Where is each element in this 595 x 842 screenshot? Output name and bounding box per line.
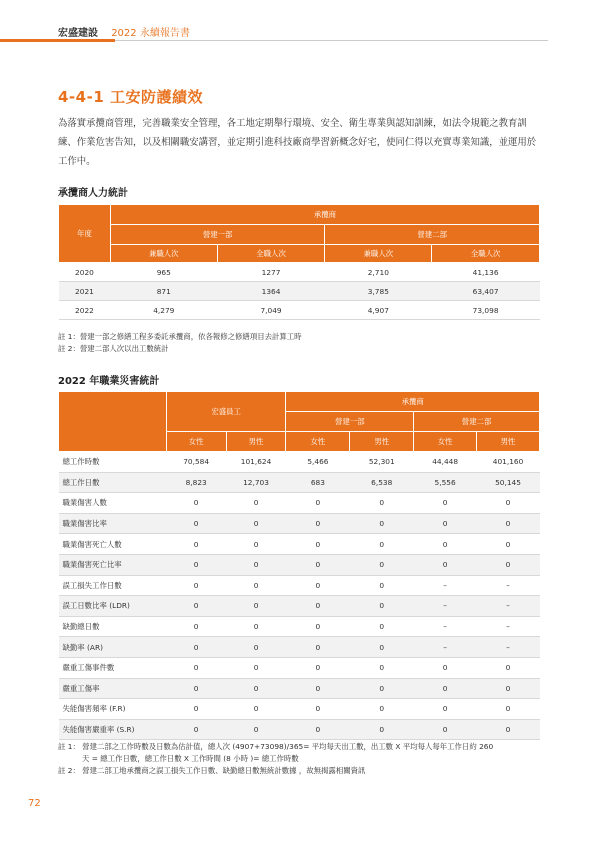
value-cell: 0 xyxy=(166,575,226,596)
value-cell: 0 xyxy=(226,616,286,637)
value-cell: 7,049 xyxy=(217,301,325,320)
header-report-title: 2022 永續報告書 xyxy=(111,28,190,39)
value-cell: 0 xyxy=(286,719,350,740)
value-cell: 1277 xyxy=(217,263,325,282)
col-header: 全職人次 xyxy=(432,245,540,263)
table-row xyxy=(59,596,540,617)
value-cell: 0 xyxy=(286,699,350,720)
label-header-blank xyxy=(59,392,167,452)
value-cell: 0 xyxy=(414,719,477,740)
value-cell: 0 xyxy=(414,513,477,534)
value-cell: 0 xyxy=(350,699,414,720)
dept1-header: 營建一部 xyxy=(286,412,414,432)
employee-header: 宏盛員工 xyxy=(166,392,286,432)
value-cell: 41,136 xyxy=(432,263,540,282)
value-cell: 0 xyxy=(286,596,350,617)
table-row xyxy=(59,452,540,473)
table-row xyxy=(59,719,540,740)
contractor-manpower-table xyxy=(58,204,540,320)
value-cell: 2,710 xyxy=(325,263,432,282)
row-label: 缺勤率 (AR) xyxy=(59,637,167,658)
gender-header: 女性 xyxy=(166,432,226,452)
value-cell: 401,160 xyxy=(477,452,540,473)
page-header xyxy=(58,24,190,39)
header-divider xyxy=(0,40,548,41)
value-cell: 0 xyxy=(226,637,286,658)
value-cell: 0 xyxy=(286,637,350,658)
value-cell: 12,703 xyxy=(226,472,286,493)
value-cell: 4,279 xyxy=(110,301,217,320)
value-cell: 0 xyxy=(166,596,226,617)
value-cell: 0 xyxy=(350,493,414,514)
value-cell: 0 xyxy=(226,493,286,514)
gender-header: 男性 xyxy=(477,432,540,452)
table-row xyxy=(59,513,540,534)
value-cell: 0 xyxy=(226,513,286,534)
value-cell: 0 xyxy=(166,534,226,555)
table2-title: 2022 年職業災害統計 xyxy=(58,376,160,387)
table1-notes xyxy=(58,331,302,355)
value-cell: 0 xyxy=(226,534,286,555)
value-cell: 0 xyxy=(226,657,286,678)
value-cell: 0 xyxy=(477,534,540,555)
year-header: 年度 xyxy=(59,205,111,263)
value-cell: 4,907 xyxy=(325,301,432,320)
value-cell: 8,823 xyxy=(166,472,226,493)
value-cell: 0 xyxy=(226,719,286,740)
value-cell: 0 xyxy=(286,534,350,555)
value-cell: – xyxy=(414,616,477,637)
value-cell: 0 xyxy=(414,554,477,575)
value-cell: 0 xyxy=(414,699,477,720)
row-label: 誤工日數比率 (LDR) xyxy=(59,596,167,617)
value-cell: 1364 xyxy=(217,282,325,301)
table-row xyxy=(59,699,540,720)
value-cell: 0 xyxy=(477,513,540,534)
row-label: 職業傷害人數 xyxy=(59,493,167,514)
value-cell: – xyxy=(477,575,540,596)
row-label: 誤工損失工作日數 xyxy=(59,575,167,596)
gender-header: 男性 xyxy=(350,432,414,452)
value-cell: 0 xyxy=(166,699,226,720)
contractor-header: 承攬商 xyxy=(286,392,540,412)
value-cell: 0 xyxy=(350,596,414,617)
occupational-injury-table xyxy=(58,391,540,740)
header-brand: 宏盛建設 xyxy=(58,28,98,39)
value-cell: 0 xyxy=(286,616,350,637)
value-cell: 0 xyxy=(477,554,540,575)
value-cell: 0 xyxy=(286,513,350,534)
value-cell: 0 xyxy=(166,719,226,740)
value-cell: 0 xyxy=(226,554,286,575)
value-cell: 0 xyxy=(350,616,414,637)
col-header: 兼職人次 xyxy=(325,245,432,263)
dept1-header: 營建一部 xyxy=(110,225,325,245)
row-label: 缺勤總日數 xyxy=(59,616,167,637)
table-row xyxy=(59,575,540,596)
note-line: 註 2： 營建二部工地承攬商之誤工損失工作日數、缺勤總日數無統計數據 ，故無揭露相關資訊 xyxy=(58,766,366,775)
row-label: 失能傷害頻率 (F.R) xyxy=(59,699,167,720)
value-cell: 0 xyxy=(477,657,540,678)
dept2-header: 營建二部 xyxy=(325,225,540,245)
table-row xyxy=(59,301,540,320)
row-label: 失能傷害嚴重率 (S.R) xyxy=(59,719,167,740)
value-cell: 3,785 xyxy=(325,282,432,301)
value-cell: – xyxy=(414,637,477,658)
value-cell: 0 xyxy=(414,657,477,678)
value-cell: 0 xyxy=(477,493,540,514)
value-cell: 5,556 xyxy=(414,472,477,493)
value-cell: – xyxy=(477,616,540,637)
dept2-header: 營建二部 xyxy=(414,412,540,432)
section-title: 4-4-1 工安防護績效 xyxy=(58,88,203,106)
gender-header: 女性 xyxy=(414,432,477,452)
value-cell: 0 xyxy=(350,678,414,699)
value-cell: 0 xyxy=(477,699,540,720)
table-row xyxy=(59,534,540,555)
row-label: 總工作日數 xyxy=(59,472,167,493)
row-label: 職業傷害死亡人數 xyxy=(59,534,167,555)
value-cell: 50,145 xyxy=(477,472,540,493)
table-row xyxy=(59,657,540,678)
page-number: 72 xyxy=(28,798,41,809)
value-cell: 0 xyxy=(286,554,350,575)
note-line: 天 = 總工作日數，總工作日數 X 工作時間 (8 小時 )= 總工作時數 xyxy=(82,754,299,763)
value-cell: 63,407 xyxy=(432,282,540,301)
row-label: 職業傷害死亡比率 xyxy=(59,554,167,575)
value-cell: – xyxy=(477,637,540,658)
value-cell: 0 xyxy=(226,575,286,596)
table1-title: 承攬商人力統計 xyxy=(58,188,128,199)
value-cell: 0 xyxy=(350,513,414,534)
value-cell: 0 xyxy=(286,657,350,678)
value-cell: 0 xyxy=(414,534,477,555)
value-cell: 0 xyxy=(350,534,414,555)
value-cell: 70,584 xyxy=(166,452,226,473)
value-cell: 6,538 xyxy=(350,472,414,493)
value-cell: 0 xyxy=(166,493,226,514)
year-cell: 2021 xyxy=(59,282,111,301)
value-cell: 0 xyxy=(166,513,226,534)
value-cell: 0 xyxy=(286,575,350,596)
value-cell: 0 xyxy=(226,678,286,699)
value-cell: 5,466 xyxy=(286,452,350,473)
col-header: 全職人次 xyxy=(217,245,325,263)
table-row xyxy=(59,263,540,282)
col-header: 兼職人次 xyxy=(110,245,217,263)
value-cell: 0 xyxy=(286,493,350,514)
note-line: 註 1： 營建二部之工作時數及日數為估計值，總人次 (4907+73098)/365= 平均每天出工數，出工數 X 平均每人每年工作日約 260 xyxy=(58,742,494,751)
value-cell: 73,098 xyxy=(432,301,540,320)
value-cell: 0 xyxy=(286,678,350,699)
value-cell: 683 xyxy=(286,472,350,493)
table-row xyxy=(59,472,540,493)
row-label: 嚴重工傷事件數 xyxy=(59,657,167,678)
value-cell: 0 xyxy=(226,596,286,617)
intro-paragraph: 為落實承攬商管理，完善職業安全管理，各工地定期舉行環境、安全、衛生專業與認知訓練，如法令規範之教育訓練、作業危害告知，以及相關職安講習，並定期引進科技廠商學習新概念好宅，使同仁得以充實專業知識，並運用於工作中。 xyxy=(58,118,537,167)
value-cell: – xyxy=(477,596,540,617)
value-cell: 0 xyxy=(166,554,226,575)
value-cell: 0 xyxy=(166,616,226,637)
value-cell: 0 xyxy=(350,575,414,596)
contractor-group-header: 承攬商 xyxy=(110,205,539,225)
value-cell: 965 xyxy=(110,263,217,282)
year-cell: 2020 xyxy=(59,263,111,282)
value-cell: 44,448 xyxy=(414,452,477,473)
row-label: 總工作時數 xyxy=(59,452,167,473)
value-cell: 0 xyxy=(414,678,477,699)
table-row xyxy=(59,678,540,699)
value-cell: – xyxy=(414,596,477,617)
value-cell: 871 xyxy=(110,282,217,301)
value-cell: – xyxy=(414,575,477,596)
value-cell: 0 xyxy=(414,493,477,514)
table-row xyxy=(59,637,540,658)
row-label: 職業傷害比率 xyxy=(59,513,167,534)
value-cell: 0 xyxy=(350,637,414,658)
value-cell: 0 xyxy=(477,678,540,699)
table-row xyxy=(59,616,540,637)
value-cell: 101,624 xyxy=(226,452,286,473)
year-cell: 2022 xyxy=(59,301,111,320)
table2-notes xyxy=(58,741,493,777)
note-line: 註 2：營建二部人次以出工數統計 xyxy=(58,344,169,353)
gender-header: 女性 xyxy=(286,432,350,452)
value-cell: 0 xyxy=(477,719,540,740)
table-row xyxy=(59,493,540,514)
value-cell: 0 xyxy=(166,657,226,678)
value-cell: 52,301 xyxy=(350,452,414,473)
value-cell: 0 xyxy=(350,554,414,575)
gender-header: 男性 xyxy=(226,432,286,452)
value-cell: 0 xyxy=(226,699,286,720)
value-cell: 0 xyxy=(350,657,414,678)
table-row xyxy=(59,554,540,575)
table-row xyxy=(59,282,540,301)
value-cell: 0 xyxy=(350,719,414,740)
value-cell: 0 xyxy=(166,678,226,699)
row-label: 嚴重工傷率 xyxy=(59,678,167,699)
value-cell: 0 xyxy=(166,637,226,658)
note-line: 註 1：營建一部之修繕工程多委託承攬商，依各報修之修繕項目去計算工時 xyxy=(58,332,302,341)
